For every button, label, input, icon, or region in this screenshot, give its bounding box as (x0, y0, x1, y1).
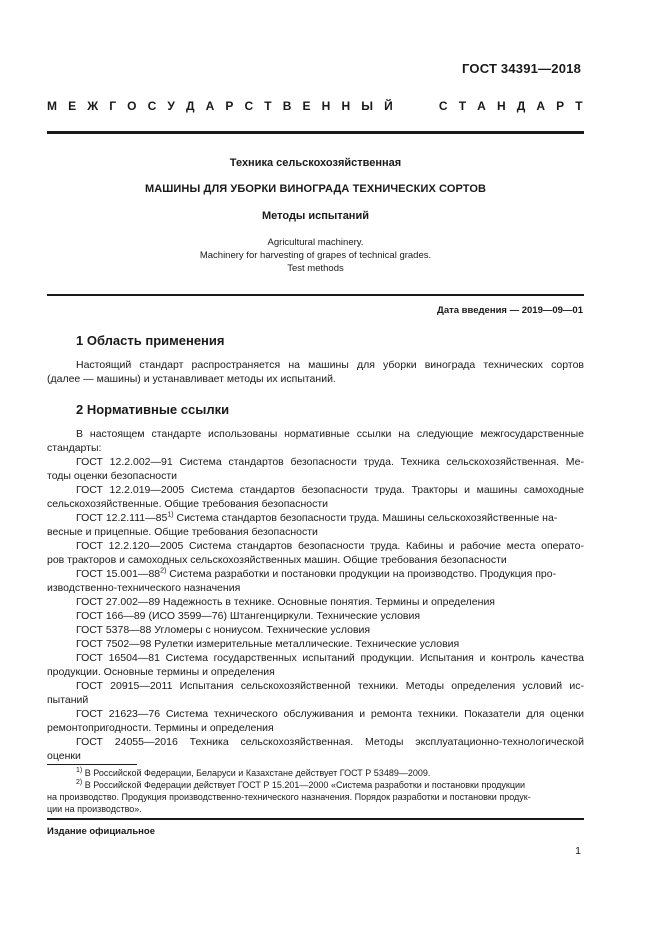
reference-line: ГОСТ 15.001—88$^{2)}$ Система разработки и постановки продукции на производство. Продукция про- (76, 567, 557, 580)
banner-letter: М (47, 99, 57, 113)
title-english-1: Agricultural machinery. (267, 237, 364, 248)
header-divider (47, 131, 584, 134)
section-1-text-line: (далее — машины) и устанавливает методы их испытаний. (47, 373, 336, 385)
reference-line: ремонтопригодности. Термины и определения (47, 722, 274, 734)
reference-line: ГОСТ 12.2.002—91 Система стандартов безопасности труда. Техника сельскохозяйственная. Ме- (76, 456, 584, 468)
banner-letter: С (244, 99, 254, 113)
reference-line: ров тракторов и самоходных сельскохозяйственных машин. Общие требования безопасности (47, 554, 507, 566)
banner-letter: Г (109, 99, 117, 113)
banner-letter: У (167, 99, 175, 113)
reference-line: ГОСТ 21623—76 Система технического обслуживания и ремонта техники. Показатели для оценки (76, 708, 584, 720)
reference-line: пытаний (47, 694, 89, 706)
title-category: Техника сельскохозяйственная (229, 157, 402, 169)
banner-letter: Н (496, 99, 506, 113)
reference-line: тоды оценки безопасности (47, 470, 178, 482)
reference-line: ГОСТ 7502—98 Рулетки измерительные металлические. Технические условия (76, 638, 460, 650)
reference-line: ГОСТ 24055—2016 Техника сельскохозяйственная. Методы эксплуатационно-технологической (76, 736, 584, 748)
banner-letter: Р (225, 99, 234, 113)
footnote-ref-2[interactable]: 2) (160, 567, 167, 575)
banner-letter: Т (575, 99, 583, 113)
banner-letter: Е (302, 99, 311, 113)
section-1-text-line: Настоящий стандарт распространяется на машины для уборки винограда технических сортов (76, 359, 584, 371)
footnote-2-line: ции на производство». (47, 804, 142, 814)
section-1-heading: 1 Область применения (76, 333, 225, 348)
reference-line: ГОСТ 5378—88 Угломеры с нониусом. Технические условия (76, 624, 371, 636)
reference-line: стандарты: (47, 442, 102, 454)
banner-letter: Т (458, 99, 467, 113)
reference-line: В настоящем стандарте использованы нормативные ссылки на следующие межгосударственные (76, 428, 584, 440)
banner-letter: Е (68, 99, 77, 113)
footer-divider (47, 818, 584, 820)
banner-letter: О (127, 99, 137, 113)
title-english-3: Test methods (287, 263, 344, 274)
reference-line: весные и прицепные. Общие требования безопасности (47, 526, 318, 538)
section-2-heading: 2 Нормативные ссылки (76, 402, 230, 417)
reference-line: изводственно-технического назначения (47, 582, 241, 594)
interstate-standard-banner (47, 99, 583, 113)
banner-letter: Н (321, 99, 331, 113)
banner-letter: Й (384, 99, 393, 113)
footnote-divider (47, 764, 137, 765)
banner-letter: Ы (361, 99, 373, 113)
footnote-2-line: $^{2)}$ В Российской Федерации действует ГОСТ Р 15.201—2000 «Система разработки и постановки продукции (76, 779, 526, 790)
title-divider (47, 294, 584, 296)
footnote-ref-1[interactable]: 1) (167, 511, 174, 519)
reference-line: ГОСТ 12.2.120—2005 Система стандартов безопасности труда. Кабины и рабочие места операто- (76, 540, 584, 552)
banner-letter: С (147, 99, 157, 113)
banner-letter: А (477, 99, 486, 113)
title-subtitle: Методы испытаний (262, 210, 369, 222)
reference-line: сельскохозяйственные. Общие требования безопасности (47, 498, 329, 510)
banner-letter: Д (185, 99, 195, 113)
banner-letter: С (438, 99, 448, 113)
reference-line: ГОСТ 20915—2011 Испытания сельскохозяйственной техники. Методы определения условий ис- (76, 680, 584, 692)
reference-line: оценки (47, 750, 81, 762)
banner-letter: А (205, 99, 215, 113)
banner-letter: В (282, 99, 292, 113)
page-number: 1 (575, 845, 581, 857)
banner-word-gap (404, 99, 428, 113)
banner-letter: Ж (87, 99, 99, 113)
official-edition-label: Издание официальное (47, 826, 155, 837)
title-main: МАШИНЫ ДЛЯ УБОРКИ ВИНОГРАДА ТЕХНИЧЕСКИХ СОРТОВ (144, 183, 487, 195)
reference-line: ГОСТ 27.002—89 Надежность в технике. Основные понятия. Термины и определения (76, 596, 495, 608)
reference-line: продукции. Основные термины и определения (47, 666, 275, 678)
banner-letter: Т (264, 99, 272, 113)
footnote-2-line: на производство. Продукция производственно-технического назначения. Порядок разработки и постановки продук- (47, 792, 531, 802)
banner-letter: Р (556, 99, 565, 113)
reference-line: ГОСТ 12.2.019—2005 Система стандартов безопасности труда. Тракторы и машины самоходные (76, 484, 584, 496)
banner-letter: А (536, 99, 546, 113)
introduction-date: Дата введения — 2019—09—01 (437, 305, 583, 316)
reference-line: ГОСТ 12.2.111—85$^{1)}$ Система стандартов безопасности труда. Машины сельскохозяйственные на- (76, 511, 558, 524)
banner-letter: Д (516, 99, 526, 113)
reference-line: ГОСТ 166—89 (ИСО 3599—76) Штангенциркули. Технические условия (76, 610, 421, 622)
title-english-2: Machinery for harvesting of grapes of technical grades. (199, 250, 432, 261)
reference-line: ГОСТ 16504—81 Система государственных испытаний продукции. Испытания и контроль качества (76, 652, 584, 664)
document-code: ГОСТ 34391—2018 (462, 61, 581, 76)
footnote-1: $^{1)}$ В Российской Федерации, Беларуси и Казахстане действует ГОСТ Р 53489—2009. (76, 767, 431, 778)
banner-letter: Н (341, 99, 351, 113)
